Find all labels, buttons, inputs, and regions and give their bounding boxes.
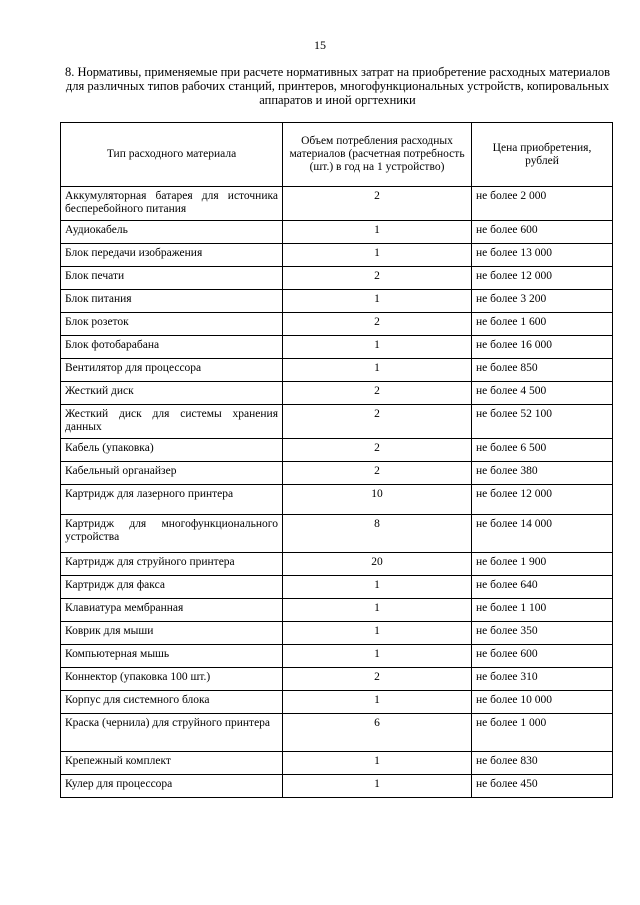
quantity-cell: 1 [283,599,472,622]
quantity-cell: 2 [283,187,472,221]
table-body [61,187,613,798]
material-name-cell: Блок питания [61,290,283,313]
material-name-cell: Аудиокабель [61,221,283,244]
table-row [61,485,613,515]
price-cell: не более 12 000 [472,267,613,290]
table-row [61,382,613,405]
quantity-cell: 1 [283,576,472,599]
quantity-cell: 2 [283,405,472,439]
material-name-cell: Крепежный комплект [61,752,283,775]
material-name-cell: Блок печати [61,267,283,290]
material-name-cell: Блок фотобарабана [61,336,283,359]
quantity-cell: 6 [283,714,472,752]
price-cell: не более 52 100 [472,405,613,439]
price-cell: не более 12 000 [472,485,613,515]
table-row [61,359,613,382]
section-title: 8. Нормативы, применяемые при расчете нормативных затрат на приобретение расходных материалов для различных типов рабочих станций, принтеров, многофункциональных устройств, копировальных аппаратов и иной оргтехники [64,65,611,107]
table-row [61,405,613,439]
quantity-cell: 1 [283,244,472,267]
quantity-cell: 1 [283,359,472,382]
table-row [61,439,613,462]
price-cell: не более 450 [472,775,613,798]
material-name-cell: Картридж для факса [61,576,283,599]
table-row [61,553,613,576]
table-row [61,775,613,798]
price-cell: не более 10 000 [472,691,613,714]
price-cell: не более 830 [472,752,613,775]
table-row [61,714,613,752]
table-row [61,668,613,691]
quantity-cell: 2 [283,462,472,485]
quantity-cell: 20 [283,553,472,576]
price-cell: не более 1 900 [472,553,613,576]
price-cell: не более 310 [472,668,613,691]
material-name-cell: Кулер для процессора [61,775,283,798]
material-name-cell: Коврик для мыши [61,622,283,645]
table-row [61,622,613,645]
table-row [61,576,613,599]
material-name-cell: Жесткий диск [61,382,283,405]
material-name-cell: Картридж для лазерного принтера [61,485,283,515]
price-cell: не более 380 [472,462,613,485]
material-name-cell: Блок розеток [61,313,283,336]
material-name-cell: Кабельный органайзер [61,462,283,485]
material-name-cell: Картридж для многофункционального устройства [61,515,283,553]
quantity-cell: 1 [283,691,472,714]
material-name-cell: Корпус для системного блока [61,691,283,714]
quantity-cell: 10 [283,485,472,515]
material-name-cell: Компьютерная мышь [61,645,283,668]
quantity-cell: 2 [283,439,472,462]
price-cell: не более 1 600 [472,313,613,336]
quantity-cell: 1 [283,290,472,313]
quantity-cell: 2 [283,382,472,405]
quantity-cell: 8 [283,515,472,553]
table-row [61,599,613,622]
table-row [61,752,613,775]
material-name-cell: Жесткий диск для системы хранения данных [61,405,283,439]
table-header-row [61,123,613,187]
price-cell: не более 640 [472,576,613,599]
material-name-cell: Клавиатура мембранная [61,599,283,622]
material-name-cell: Вентилятор для процессора [61,359,283,382]
price-cell: не более 1 000 [472,714,613,752]
price-cell: не более 3 200 [472,290,613,313]
material-name-cell: Краска (чернила) для струйного принтера [61,714,283,752]
quantity-cell: 2 [283,313,472,336]
quantity-cell: 1 [283,336,472,359]
price-cell: не более 600 [472,645,613,668]
table-row [61,691,613,714]
material-name-cell: Кабель (упаковка) [61,439,283,462]
table-row [61,515,613,553]
table-row [61,187,613,221]
price-cell: не более 350 [472,622,613,645]
material-name-cell: Аккумуляторная батарея для источника бесперебойного питания [61,187,283,221]
table-row [61,313,613,336]
consumables-table [60,122,613,798]
table-row [61,244,613,267]
price-cell: не более 16 000 [472,336,613,359]
price-cell: не более 4 500 [472,382,613,405]
quantity-cell: 1 [283,752,472,775]
price-cell: не более 2 000 [472,187,613,221]
material-name-cell: Коннектор (упаковка 100 шт.) [61,668,283,691]
header-material-type: Тип расходного материала [61,123,283,187]
header-purchase-price: Цена приобретения, рублей [472,123,613,187]
material-name-cell: Блок передачи изображения [61,244,283,267]
price-cell: не более 14 000 [472,515,613,553]
table-row [61,645,613,668]
price-cell: не более 6 500 [472,439,613,462]
price-cell: не более 850 [472,359,613,382]
material-name-cell: Картридж для струйного принтера [61,553,283,576]
table-row [61,267,613,290]
price-cell: не более 600 [472,221,613,244]
price-cell: не более 1 100 [472,599,613,622]
page-number: 15 [314,38,326,52]
price-cell: не более 13 000 [472,244,613,267]
table-row [61,336,613,359]
quantity-cell: 1 [283,221,472,244]
quantity-cell: 2 [283,668,472,691]
table-row [61,462,613,485]
quantity-cell: 1 [283,622,472,645]
quantity-cell: 1 [283,645,472,668]
table-row [61,221,613,244]
quantity-cell: 2 [283,267,472,290]
header-consumption-volume: Объем потребления расходных материалов (расчетная потребность (шт.) в год на 1 устройство) [283,123,472,187]
table-row [61,290,613,313]
quantity-cell: 1 [283,775,472,798]
